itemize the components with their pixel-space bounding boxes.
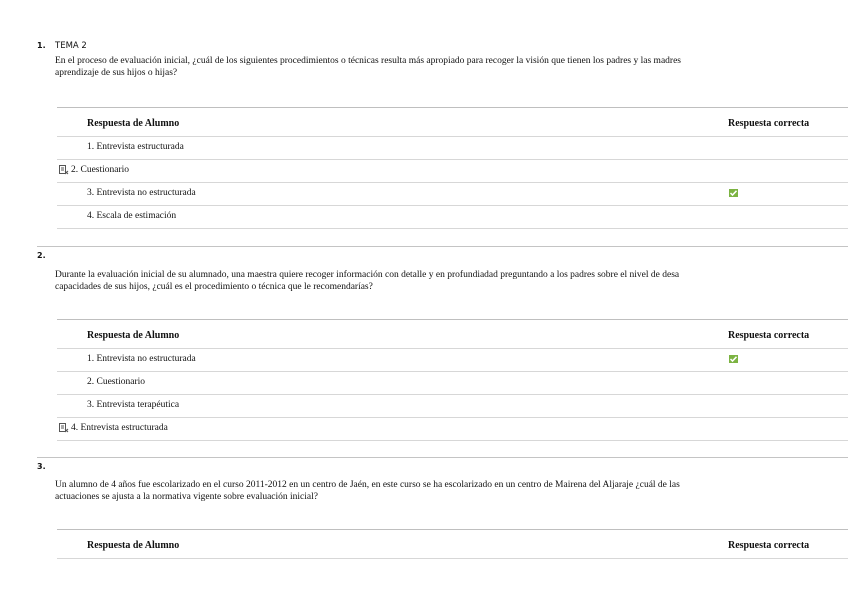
answer-table <box>57 107 848 229</box>
question-topic: TEMA 2 <box>55 41 87 51</box>
col-student-answer: Respuesta de Alumno <box>87 118 180 129</box>
question-text-line: En el proceso de evaluación inicial, ¿cuál de los siguientes procedimientos o técnicas resulta más apropiado para recoger la visión que tienen los padres y las madres <box>55 56 681 66</box>
question-separator <box>37 457 848 458</box>
col-student-answer: Respuesta de Alumno <box>87 330 180 341</box>
question-text <box>55 479 848 503</box>
question-text-line: aprendizaje de sus hijos o hijas? <box>55 68 178 78</box>
answer-table-header <box>57 530 848 559</box>
question-text-line: capacidades de sus hijos, ¿cuál es el procedimiento o técnica que le recomendarías? <box>55 282 373 292</box>
col-correct-answer: Respuesta correcta <box>728 118 810 129</box>
answer-option: 1. Entrevista no estructurada <box>87 354 196 364</box>
question-text-line: Durante la evaluación inicial de su alumnado, una maestra quiere recoger información con detalle y en profundiadad preguntando a los padres sobre el nivel de desa <box>55 270 680 280</box>
answer-option: 4. Entrevista estructurada <box>71 423 168 433</box>
answer-option: 3. Entrevista no estructurada <box>87 188 196 198</box>
question-separator <box>37 246 848 247</box>
correct-check-icon <box>729 355 738 366</box>
col-correct-answer: Respuesta correcta <box>728 330 810 341</box>
correct-check-icon <box>729 189 738 200</box>
student-answer-icon <box>59 423 69 433</box>
answer-row <box>57 372 848 395</box>
student-answer-icon <box>59 165 69 175</box>
question-number: 3. <box>37 462 46 471</box>
answer-option: 3. Entrevista terapéutica <box>87 400 180 410</box>
col-student-answer: Respuesta de Alumno <box>87 540 180 551</box>
question-text <box>55 269 848 293</box>
answer-row <box>57 137 848 160</box>
question-text-line: actuaciones se ajusta a la normativa vigente sobre evaluación inicial? <box>55 492 318 502</box>
question-text-line: Un alumno de 4 años fue escolarizado en el curso 2011-2012 en un centro de Jaén, en este curso se ha escolarizado en un centro de Mairena del Aljaraje ¿cuál de las <box>55 480 680 490</box>
answer-table <box>57 529 848 559</box>
question-text <box>55 55 848 79</box>
answer-row <box>57 183 848 206</box>
answer-row <box>57 349 848 372</box>
question-number: 2. <box>37 251 46 260</box>
answer-row <box>57 160 848 183</box>
col-correct-answer: Respuesta correcta <box>728 540 810 551</box>
answer-option: 2. Cuestionario <box>71 165 130 175</box>
answer-row <box>57 395 848 418</box>
answer-option: 1. Entrevista estructurada <box>87 142 184 152</box>
answer-table-header <box>57 320 848 349</box>
answer-option: 2. Cuestionario <box>87 377 146 387</box>
answer-table <box>57 319 848 441</box>
answer-row <box>57 418 848 441</box>
answer-row <box>57 206 848 229</box>
answer-option: 4. Escala de estimación <box>87 211 177 221</box>
answer-table-header <box>57 108 848 137</box>
question-number: 1. <box>37 41 46 50</box>
